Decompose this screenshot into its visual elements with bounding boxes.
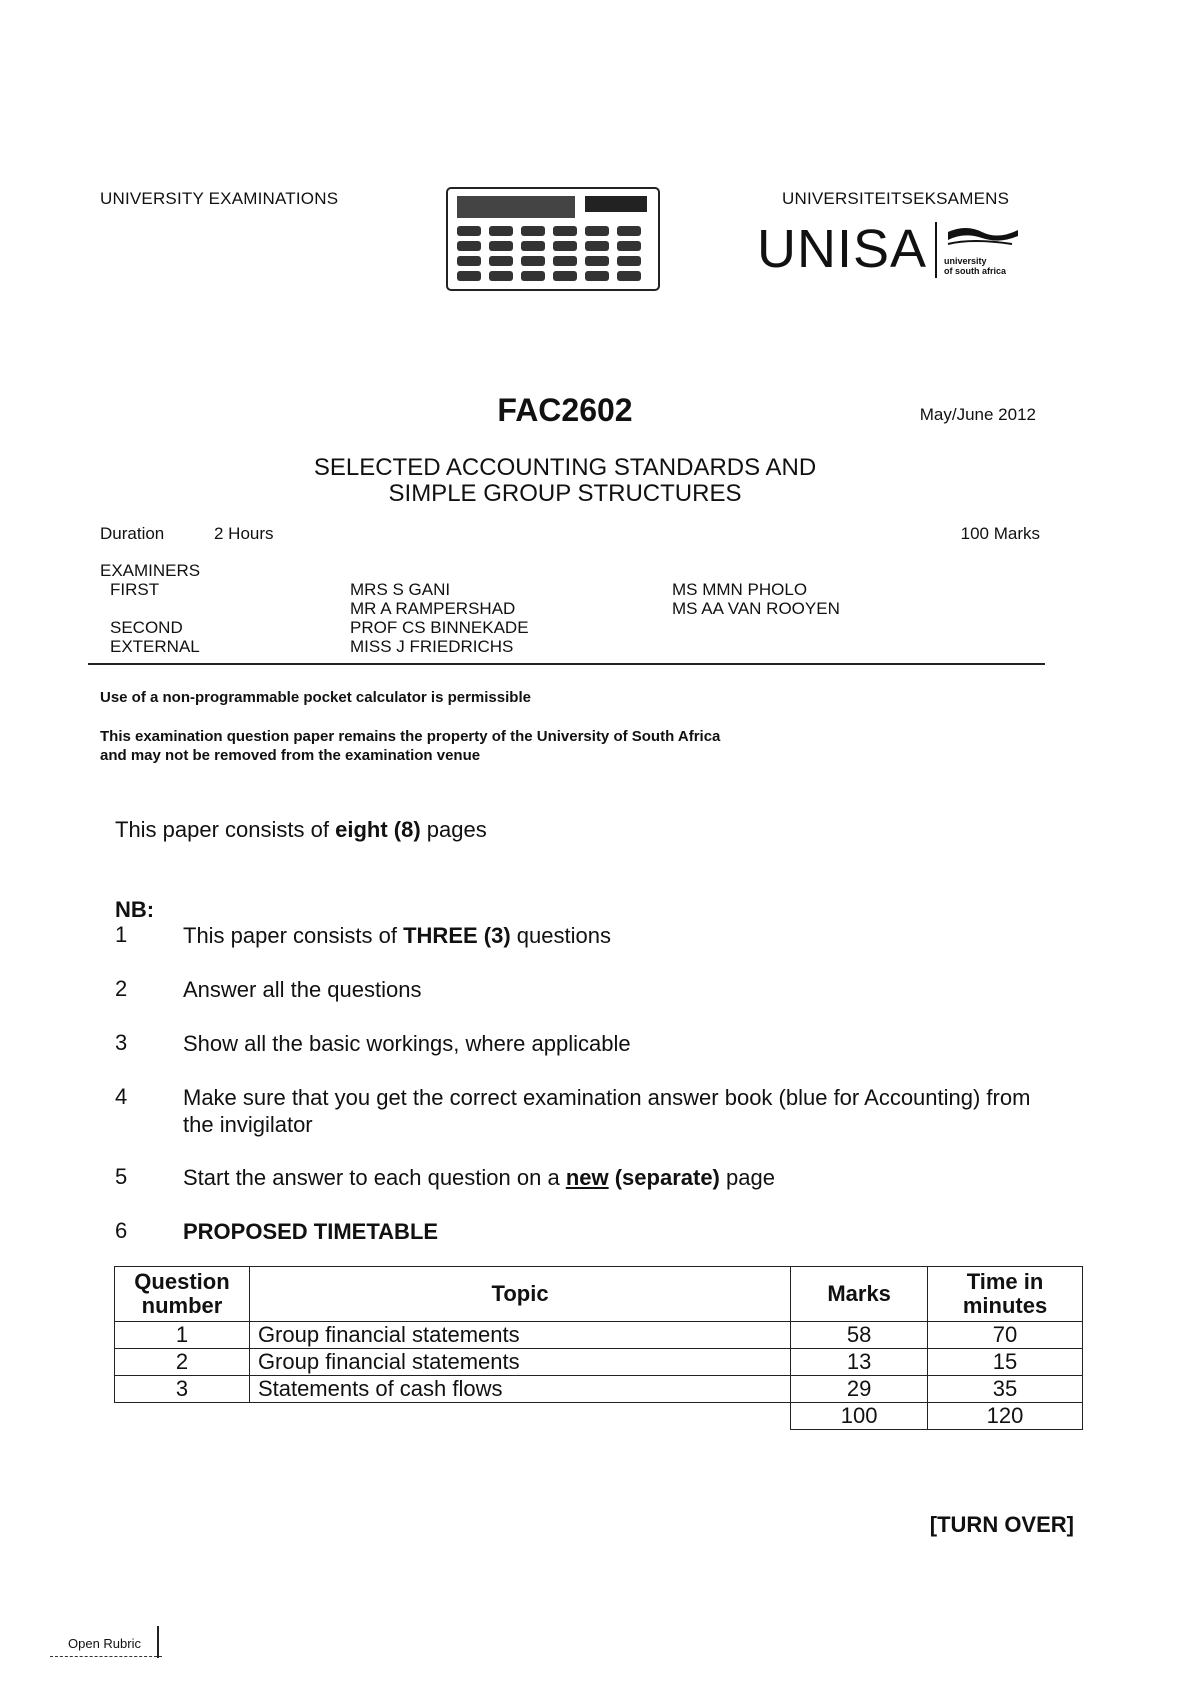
marks-cell: 13 bbox=[791, 1349, 928, 1376]
examiner-name: MRS S GANI bbox=[350, 580, 451, 599]
property-notice-line-2: and may not be removed from the examination venue bbox=[100, 747, 481, 764]
nb-item-number: 1 bbox=[115, 922, 128, 947]
nb-item-1: This paper consists of THREE (3) questions bbox=[183, 923, 611, 948]
topic-cell: Group financial statements bbox=[249, 1322, 790, 1349]
examiner-name: MISS J FRIEDRICHS bbox=[350, 637, 514, 656]
total-time-cell: 120 bbox=[928, 1403, 1083, 1430]
column-header-marks: Marks bbox=[791, 1267, 928, 1322]
proposed-timetable bbox=[114, 1266, 1083, 1430]
column-header-question: Question number bbox=[115, 1267, 250, 1322]
duration-label: Duration bbox=[100, 524, 165, 543]
header-left: UNIVERSITY EXAMINATIONS bbox=[100, 189, 339, 208]
table-row bbox=[115, 1349, 1083, 1376]
unisa-logo-subtitle: university of south africa bbox=[944, 256, 1007, 276]
rubric-underline bbox=[50, 1656, 162, 1657]
nb-item-5: Start the answer to each question on a new (separate) page bbox=[183, 1165, 775, 1190]
unisa-logo-divider bbox=[935, 222, 937, 278]
question-number-cell: 1 bbox=[115, 1322, 250, 1349]
exam-title-line-2: SIMPLE GROUP STRUCTURES bbox=[388, 480, 742, 507]
unisa-logo-text: UNISA bbox=[757, 219, 928, 279]
examiner-name: PROF CS BINNEKADE bbox=[350, 618, 529, 637]
table-header-row bbox=[115, 1267, 1083, 1322]
table-row bbox=[115, 1322, 1083, 1349]
marks-cell: 58 bbox=[791, 1322, 928, 1349]
calculator-icon bbox=[445, 186, 661, 292]
property-notice-line-1: This examination question paper remains the property of the University of South Africa bbox=[100, 728, 721, 745]
column-header-topic: Topic bbox=[249, 1267, 790, 1322]
time-cell: 15 bbox=[928, 1349, 1083, 1376]
column-header-time: Time in minutes bbox=[928, 1267, 1083, 1322]
examiners-first-label: FIRST bbox=[110, 580, 160, 599]
exam-title-line-1: SELECTED ACCOUNTING STANDARDS AND bbox=[313, 454, 817, 481]
duration-value: 2 Hours bbox=[214, 524, 274, 543]
examiner-name: MS AA VAN ROOYEN bbox=[672, 599, 840, 618]
examiner-name: MS MMN PHOLO bbox=[672, 580, 808, 599]
nb-item-6: PROPOSED TIMETABLE bbox=[183, 1219, 439, 1244]
table-row bbox=[115, 1376, 1083, 1403]
nb-item-2: Answer all the questions bbox=[183, 977, 422, 1002]
topic-cell: Group financial statements bbox=[249, 1349, 790, 1376]
question-number-cell: 2 bbox=[115, 1349, 250, 1376]
topic-cell: Statements of cash flows bbox=[249, 1376, 790, 1403]
header-right: UNIVERSITEITSEKSAMENS bbox=[782, 189, 1010, 208]
examiners-second-label: SECOND bbox=[110, 618, 183, 637]
header-divider bbox=[88, 663, 1045, 665]
examiner-name: MR A RAMPERSHAD bbox=[350, 599, 516, 618]
nb-item-number: 5 bbox=[115, 1164, 128, 1189]
nb-item-number: 6 bbox=[115, 1218, 128, 1243]
question-number-cell: 3 bbox=[115, 1376, 250, 1403]
nb-item-number: 4 bbox=[115, 1084, 128, 1109]
open-rubric-link[interactable]: Open Rubric bbox=[68, 1636, 141, 1651]
examiners-heading: EXAMINERS bbox=[100, 561, 201, 580]
rubric-brace bbox=[157, 1626, 159, 1658]
nb-item-number: 2 bbox=[115, 976, 128, 1001]
calculator-notice: Use of a non-programmable pocket calculator is permissible bbox=[100, 689, 531, 706]
marks-cell: 29 bbox=[791, 1376, 928, 1403]
examiners-external-label: EXTERNAL bbox=[110, 637, 200, 656]
exam-date: May/June 2012 bbox=[919, 405, 1036, 424]
nb-item-4: Make sure that you get the correct examination answer book (blue for Accounting) from the invigilator bbox=[183, 1085, 1031, 1137]
turn-over-label: [TURN OVER] bbox=[929, 1512, 1074, 1537]
page-count-statement: This paper consists of eight (8) pages bbox=[115, 817, 487, 842]
nb-item-3: Show all the basic workings, where applicable bbox=[183, 1031, 631, 1056]
time-cell: 35 bbox=[928, 1376, 1083, 1403]
course-code: FAC2602 bbox=[497, 392, 633, 428]
time-cell: 70 bbox=[928, 1322, 1083, 1349]
nb-item-number: 3 bbox=[115, 1030, 128, 1055]
total-marks: 100 Marks bbox=[960, 524, 1040, 543]
nb-heading: NB: bbox=[115, 897, 155, 922]
total-marks-cell: 100 bbox=[791, 1403, 928, 1430]
table-total-row bbox=[115, 1403, 1083, 1430]
